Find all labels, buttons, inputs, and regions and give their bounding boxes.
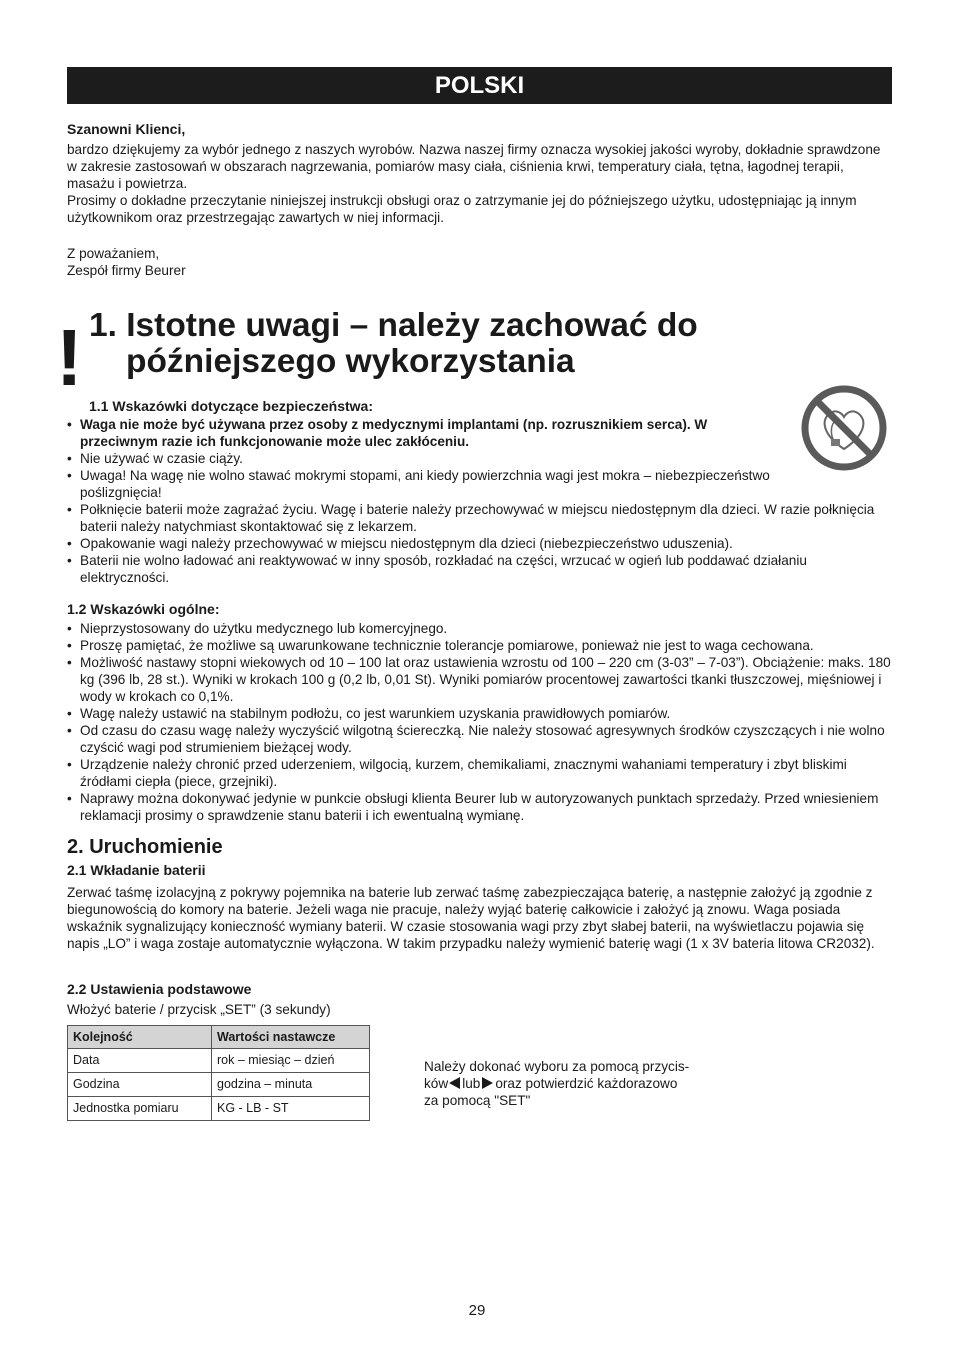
general-subheading: 1.2 Wskazówki ogólne:	[67, 601, 220, 617]
greeting-paragraph-2: Prosimy o dokładne przeczytanie niniejszej instrukcji obsługi oraz o zatrzymanie jej do późniejszego użytku, udostępniając ją innym użytkownikom oraz przestrzegając zawartych w niej informacji.	[67, 193, 857, 225]
table-cell: godzina – minuta	[212, 1073, 370, 1097]
safety-notes	[67, 398, 892, 586]
list-item: • Połknięcie baterii może zagrażać życiu. Wagę i baterie należy przechowywać w miejscu niedostępnym dla dzieci. W razie połknięcia baterii należy natychmiast skontaktować się z lekarzem.	[67, 501, 892, 535]
table-cell: Data	[68, 1049, 212, 1073]
section-1-heading-line-1: 1. Istotne uwagi – należy zachować do	[89, 307, 698, 344]
battery-paragraph: Zerwać taśmę izolacyjną z pokrywy pojemnika na baterie lub zerwać taśmę zabezpieczająca baterię, a następnie założyć ją zgodnie z biegunowością do komory na baterie. Jeżeli waga nie pracuje, należy wyjąć baterię całkowicie i założyć ją znowu. Waga posiada wskaźnik sygnalizujący konieczność wymiany baterii. W czasie stosowania wagi przy zbyt słabej baterii, na wyświetlaczu pojawia się napis „LO” i waga zostaje automatycznie wyłączona. W takim przypadku należy wymienić baterię wagi (1 x 3V bateria litowa CR2032).	[67, 885, 875, 951]
list-item: • Opakowanie wagi należy przechowywać w miejscu niedostępnym dla dzieci (niebezpieczeństwo uduszenia).	[67, 535, 892, 552]
safety-subheading: 1.1 Wskazówki dotyczące bezpieczeństwa:	[89, 398, 373, 414]
page-number: 29	[468, 1302, 486, 1319]
note-text: lub	[462, 1076, 481, 1091]
closing-block	[67, 245, 186, 279]
list-item: • Nieprzystosowany do użytku medycznego lub komercyjnego.	[67, 620, 892, 637]
table-cell: Jednostka pomiaru	[68, 1097, 212, 1121]
table-row	[68, 1097, 370, 1121]
battery-subheading: 2.1 Wkładanie baterii	[67, 862, 206, 878]
general-list	[67, 620, 892, 824]
no-pacemaker-prohibition-icon	[801, 385, 887, 471]
general-notes	[67, 601, 892, 824]
list-item: • Proszę pamiętać, że możliwe są uwarunkowane technicznie tolerancje pomiarowe, ponieważ nie jest to waga cechowana.	[67, 637, 892, 654]
greeting-paragraph-1: bardzo dziękujemy za wybór jednego z naszych wyrobów. Nazwa naszej firmy oznacza wysokiej jakości wyroby, dokładnie sprawdzone w zakresie zastosowań w obszarach nagrzewania, pomiarów masy ciała, ciśnienia krwi, temperatury ciała, tętna, łagodnej terapii, masażu i powietrza.	[67, 142, 881, 191]
list-item: • Waga nie może być używana przez osoby z medycznymi implantami (np. rozrusznikiem serca). W przeciwnym razie ich funkcjonowanie może ulec zakłóceniu.	[67, 416, 770, 450]
note-line-2	[424, 1075, 724, 1092]
warning-exclamation: !	[56, 313, 83, 402]
closing-line-1: Z poważaniem,	[67, 246, 160, 261]
list-item: • Możliwość nastawy stopni wiekowych od 10 – 100 lat oraz ustawienia wzrostu od 100 – 220 cm (3-03” – 7-03”). Obciążenie: maks. 180 kg (396 lb, 28 st.). Wyniki w krokach 100 g (0,2 lb, 0,01 St). Wyniki pomiarów procentowej zawartości tkanki tłuszczowej, mięśniowej i wody w krokach co 0,1%.	[67, 654, 892, 705]
greeting-block	[67, 121, 892, 226]
button-note	[424, 1058, 724, 1109]
settings-subheading: 2.2 Ustawienia podstawowe	[67, 981, 252, 997]
list-item: • Od czasu do czasu wagę należy wyczyścić wilgotną ściereczką. Nie należy stosować agresywnych środków czyszczących i nie wolno czyścić wagi pod strumieniem bieżącej wody.	[67, 722, 892, 756]
table-header-order: Kolejność	[68, 1026, 212, 1049]
table-header-values: Wartości nastawcze	[212, 1026, 370, 1049]
closing-line-2: Zespół firmy Beurer	[67, 263, 186, 278]
right-arrow-icon	[482, 1077, 493, 1089]
list-item: • Uwaga! Na wagę nie wolno stawać mokrymi stopami, ani kiedy powierzchnia wagi jest mokra – niebezpieczeństwo poślizgnięcia!	[67, 467, 770, 501]
list-item: • Nie używać w czasie ciąży.	[67, 450, 892, 467]
list-item: • Naprawy można dokonywać jedynie w punkcie obsługi klienta Beurer lub w autoryzowanych punktach sprzedaży. Przed wniesieniem reklamacji prosimy o sprawdzenie stanu baterii i ich ewentualną wymianę.	[67, 790, 892, 824]
section-1-heading	[89, 308, 789, 380]
list-item: • Urządzenie należy chronić przed uderzeniem, wilgocią, kurzem, chemikaliami, znacznymi wahaniami temperatury i zbyt bliskimi źródłami ciepła (piece, grzejniki).	[67, 756, 892, 790]
note-line-1: Należy dokonać wyboru za pomocą przycis-	[424, 1059, 690, 1074]
list-item: • Baterii nie wolno ładować ani reaktywować w inny sposób, rozkładać na części, wrzucać w ogień lub poddawać działaniu elektryczności.	[67, 552, 892, 586]
note-line-3: za pomocą "SET"	[424, 1093, 531, 1108]
language-banner: POLSKI	[67, 67, 892, 104]
greeting-title: Szanowni Klienci,	[67, 121, 186, 137]
table-cell: Godzina	[68, 1073, 212, 1097]
table-cell: KG - LB - ST	[212, 1097, 370, 1121]
safety-list	[67, 416, 892, 586]
section-1-heading-line-2: późniejszego wykorzystania	[126, 343, 575, 380]
settings-instruction: Włożyć baterie / przycisk „SET” (3 sekundy)	[67, 1002, 331, 1017]
list-item: • Wagę należy ustawić na stabilnym podłożu, co jest warunkiem uzyskania prawidłowych pomiarów.	[67, 705, 892, 722]
note-text: oraz potwierdzić każdorazowo	[495, 1076, 678, 1091]
table-header-row	[68, 1026, 370, 1049]
note-text: ków	[424, 1076, 449, 1091]
section-2-heading: 2. Uruchomienie	[67, 836, 223, 858]
table-cell: rok – miesiąc – dzień	[212, 1049, 370, 1073]
left-arrow-icon	[449, 1077, 460, 1089]
table-row	[68, 1073, 370, 1097]
settings-table	[67, 1025, 370, 1121]
table-row	[68, 1049, 370, 1073]
